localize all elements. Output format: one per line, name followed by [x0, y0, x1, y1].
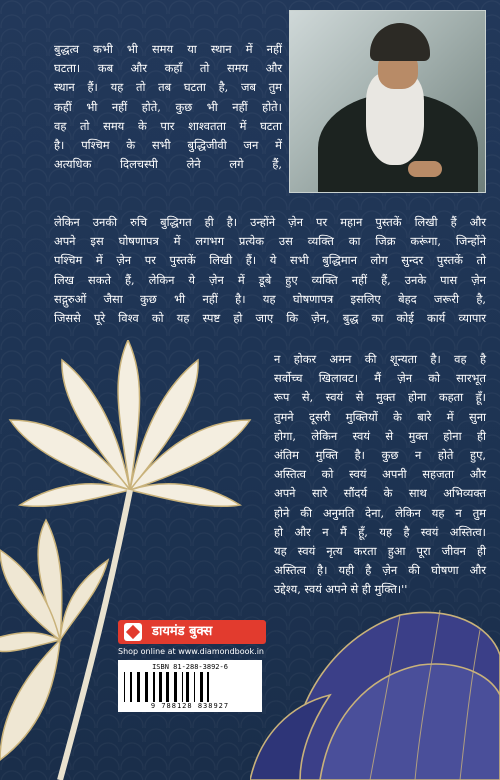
text-line: जिससे पूरे विश्व को यह स्पष्ट हो जाए कि ज़ेन, बुद्ध का कोई कार्य व्यापार — [54, 311, 486, 326]
publisher-website: Shop online at www.diamondbook.in — [118, 647, 265, 656]
text-line: अपने सारे सौंदर्य के साथ अभिव्यक्त — [274, 486, 486, 501]
barcode-stripe — [159, 672, 162, 702]
barcode-stripe — [153, 672, 155, 702]
publisher-name: डायमंड बुक्स — [152, 624, 213, 639]
text-line: सद्गुरुओं जैसा कुछ भी नहीं है। यह घोषणापत्र इसलिए बेहद जरूरी है, — [54, 291, 486, 306]
barcode-stripe — [145, 672, 148, 702]
portrait-cap — [370, 23, 430, 61]
text-line: लिख सकते हैं, लेकिन ये ज़ेन में डूबे हुए व्यक्ति नहीं हैं, उनके पास ज़ेन — [54, 272, 486, 287]
text-full-width — [54, 213, 486, 328]
text-line: अस्तित्व को स्वयं अपनी सहजता और — [274, 467, 486, 482]
barcode-stripe — [124, 672, 125, 702]
barcode-stripe — [163, 672, 165, 702]
text-line: है। पश्चिम के सभी बुद्धिजीवी जन में — [54, 138, 282, 153]
publisher-logo — [118, 620, 266, 644]
text-line: अंतिम मुक्ति है। कुछ न होते हुए, — [274, 448, 486, 463]
text-line: बुद्धत्व कभी भी समय या स्थान में नहीं — [54, 42, 282, 56]
barcode-stripe — [141, 672, 144, 702]
barcode-stripe — [194, 672, 195, 702]
barcode-stripe — [137, 672, 140, 702]
text-line: सर्वोच्च खिलावट। मैं ज़ेन को सारभूत — [274, 371, 486, 386]
text-line: तुमने दूसरी मुक्तियों के बारे में सुना — [274, 409, 486, 424]
publisher-block — [118, 620, 266, 712]
author-portrait — [289, 10, 486, 193]
text-line: स्थान हैं। यह तो तब घटता है, जब तुम — [54, 80, 282, 95]
barcode-stripe — [126, 672, 129, 702]
text-line: लेकिन उनकी रुचि बुद्धिगत ही है। उन्होंने ज़ेन पर महान पुस्तकें लिखी हैं और — [54, 215, 486, 229]
barcode-stripe — [149, 672, 152, 702]
barcode-stripe — [130, 672, 132, 702]
barcode-stripe — [133, 672, 136, 702]
barcode-bars — [124, 672, 256, 702]
barcode-stripe — [156, 672, 158, 702]
barcode-stripe — [210, 672, 213, 702]
text-line: होगा, लेकिन स्वयं से मुक्त होना ही — [274, 428, 486, 443]
text-line: वह तो समय के पार शाश्वतता में घटता — [54, 118, 282, 133]
text-line: यह स्वयं नृत्य करता हुआ पूरा जीवन ही — [274, 544, 486, 559]
text-line: होने की अनुमति देना, लेकिन यह न तुम — [274, 505, 486, 520]
text-line: अपने इस घोषणापत्र में लगभग प्रत्येक उस व्यक्ति का जिक्र करूंगा, जिन्होंने — [54, 234, 486, 249]
barcode-stripe — [178, 672, 181, 702]
text-line: अस्तित्व है। यही है ज़ेन की घोषणा और — [274, 563, 486, 578]
text-line: रूप से, स्वयं से मुक्त होना कहता हूँ। — [274, 390, 486, 405]
barcode-digits: 9 788128 838927 — [150, 702, 230, 710]
barcode-stripe — [166, 672, 169, 702]
barcode-stripe — [184, 672, 185, 702]
white-lotus-illustration — [0, 340, 260, 780]
barcode-stripe — [182, 672, 183, 702]
text-column-right — [274, 350, 486, 600]
barcode-stripe — [190, 672, 193, 702]
portrait-hand — [408, 161, 442, 177]
barcode-stripe — [196, 672, 199, 702]
text-line: घटता। कब और कहाँ तो समय और — [54, 61, 282, 76]
barcode-stripe — [204, 672, 206, 702]
isbn-number: ISBN 81-288-3892-6 — [152, 663, 228, 671]
barcode-stripe — [200, 672, 203, 702]
diamond-logo-icon — [124, 623, 142, 641]
text-line: कहीं भी नहीं होते, कुछ भी नहीं होते। — [54, 99, 282, 114]
text-line: अत्यधिक दिलचस्पी लेने लगे हैं, — [54, 157, 282, 172]
blue-lotus-illustration — [250, 575, 500, 780]
text-line: न होकर अमन की शून्यता है। वह है — [274, 352, 486, 366]
text-line: उद्देश्य, स्वयं अपने से ही मुक्ति।'' — [274, 582, 408, 597]
barcode — [118, 660, 262, 712]
text-line: पश्चिम में ज़ेन पर पुस्तकें लिखी हैं। ये सभी बुद्धिमान लोग सुन्दर पुस्तकें तो — [54, 253, 486, 268]
text-line: हो और न मैं हूँ, यह है स्वयं अस्तित्व। — [274, 524, 486, 539]
barcode-stripe — [174, 672, 177, 702]
text-column-top — [54, 40, 282, 174]
barcode-stripe — [170, 672, 173, 702]
barcode-stripe — [207, 672, 209, 702]
barcode-stripe — [186, 672, 189, 702]
